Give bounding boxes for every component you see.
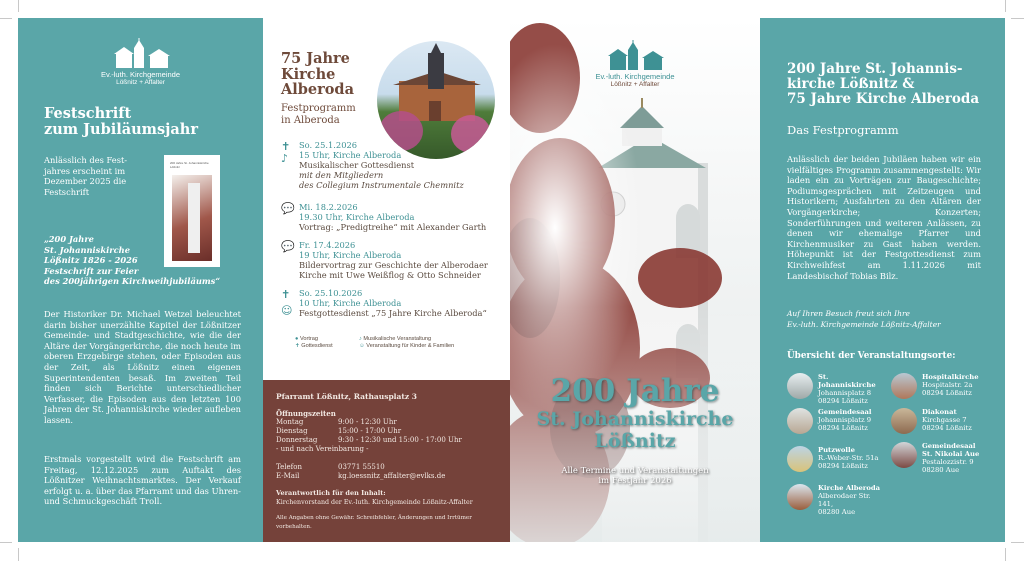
festschrift-heading [44,106,198,138]
music-note-icon: ♪ [281,152,289,165]
venue-photo [787,373,813,399]
phone-number[interactable]: 03771 55510 [338,463,385,471]
churches-logo-icon [110,38,172,70]
parish-office-box [263,380,510,542]
venue-address: Johannisplatz 8 [818,389,872,397]
venue-city: 08294 Lößnitz [818,462,868,470]
hours-time: 15:00 - 17:00 Uhr [338,427,402,435]
event-date: So. 25.10.2026 [299,288,363,298]
venue-name: Kirche Alberoda [818,484,881,492]
venue-name: Gemeindesaal [818,408,872,416]
event-2 [281,202,501,232]
venue-address: Pestalozzistr. 9 [922,458,974,466]
event-4 [281,288,501,318]
phone-label: Telefon [276,463,302,471]
panel-festprogramm [760,18,1005,542]
festschrift-description: Der Historiker Dr. Michael Wetzel beleuchtet darin bisher unerzählte Kapitel der Lößnitzer Gemeinde- und Stadtgeschichte, wie die der Altäre der Vorgängerkirche, die noch heute im oberen Erzgebirge stehen, oder Episoden aus der Zeit, als Lößnitz einen eigenen Superintendenten besaß. Im zweiten Teil finden sich Berichte unterschiedlicher Verfasser, die Episoden aus den letzten 100 Jahren der St. Johanniskirche wieder aufleben lassen. [44,309,241,425]
alberoda-title [281,51,354,98]
heading-line2: zum Jubiläumsjahr [44,121,198,138]
intro-line: Dezember 2025 die [44,176,127,187]
cover-subtitle-line2: im Festjahr 2026 [598,476,672,486]
cover-title-line2: St. Johanniskirche [536,408,734,430]
office-title: Pfarramt Lößnitz, Rathausplatz 3 [276,392,417,401]
venue-photo [891,373,917,399]
cross-icon: ✝ [281,288,291,301]
cover-title [510,374,760,452]
heading-line1: Festschrift [44,105,132,122]
smiley-icon: ☺ [281,304,293,317]
venue-photo [787,446,813,472]
venue-kirche-alberoda [787,484,887,516]
jubilee-title [787,62,979,107]
title-line: Kirche [281,65,336,83]
title-line: Lößnitz 1826 - 2026 [44,255,138,266]
venue-photo [787,408,813,434]
event-date: Mi. 18.2.2026 [299,202,358,212]
venue-city: 08294 Lößnitz [818,424,868,432]
email-label: E-Mail [276,472,300,480]
intro-line: Festschrift [44,186,90,197]
panel-alberoda [263,18,510,542]
logo-line2: Lößnitz + Affalter [610,81,660,88]
venue-photo [787,484,813,510]
festschrift-presentation: Erstmals vorgestellt wird die Festschrift am Freitag, 12.12.2025 zum Auftakt des Lößnitzer Weihnachtsmarktes. Der Verkauf erfolgt u. a. über das Pfarramt und das Uhren- und Schmuckgeschäft Troll. [44,454,241,507]
hours-note: - und nach Vereinbarung - [276,445,369,453]
responsible-title: Verantwortlich für den Inhalt: [276,489,386,497]
subtitle-line: in Alberoda [281,114,340,126]
signoff-line: Ev.-luth. Kirchgemeinde Lößnitz-Affalter [787,320,941,329]
logo-line1: Ev.-luth. Kirchgemeinde [100,70,181,79]
venues-heading: Übersicht der Veranstaltungsorte: [787,351,956,361]
title-line: 75 Jahre [281,50,350,67]
speech-bubble-icon: 💬 [281,202,295,215]
event-time: 10 Uhr, Kirche Alberoda [299,298,402,308]
event-time: 19 Uhr, Kirche Alberoda [299,250,402,260]
speech-bubble-icon: ● [295,336,299,342]
disclaimer: Alle Angaben ohne Gewähr. Schreibfehler, Änderungen und Irrtümer vorbehalten. [276,515,472,530]
speech-bubble-icon: 💬 [281,240,295,253]
church-logo [510,40,760,89]
title-line: Festschrift zur Feier [44,265,139,276]
hours-time: 9:00 - 12:30 Uhr [338,418,397,426]
venue-name: St. Nikolai Aue [922,450,980,458]
event-title: Musikalischer Gottesdienst [299,160,415,170]
venue-gemeindesaal-aue [891,442,991,474]
event-title: Bildervortrag zur Geschichte der Alberodaer [299,260,488,270]
panel-festschrift [18,18,263,542]
cover-subtitle-line1: Alle Termine und Veranstaltungen [561,466,709,476]
hours-row [276,427,497,436]
title-line: St. Johanniskirche [44,244,130,255]
cover-subtitle [510,466,760,486]
hours-day: Dienstag [276,427,308,435]
venue-address: Johannisplatz 9 [818,416,872,424]
title-line: des 200jährigen Kirchweihjubiläums“ [44,276,221,287]
smiley-icon: ☺ [359,343,365,349]
event-detail: mit den Mitgliedern [299,170,384,180]
hours-title: Öffnungszeiten [276,409,336,418]
event-detail: Kirche mit Uwe Weißflog & Otto Schneider [299,270,481,280]
venue-address: Kirchgasse 7 [922,416,967,424]
venue-diakonat [891,408,991,432]
event-title: Festgottesdienst „75 Jahre Kirche Alberoda“ [299,308,487,318]
cover-title-line3: Lößnitz [594,430,676,452]
cross-icon: ✝ [295,343,300,349]
subtitle-line: Festprogramm [281,103,356,114]
title-line: Alberoda [281,81,354,98]
signoff-line: Auf Ihren Besuch freut sich Ihre [787,309,910,318]
email-address[interactable]: kg.loessnitz_affalter@evlks.de [338,472,446,480]
legend-item: Vortrag [299,336,318,342]
legend-item: Gottesdienst [301,343,333,349]
alberoda-subtitle [281,103,356,126]
responsible-text: Kirchenvorstand der Ev.-luth. Kirchgemeinde Lößnitz-Affalter [276,499,473,506]
signoff [787,308,941,330]
venue-name: Gemeindesaal [922,442,976,450]
venue-name: St. Johanniskirche [818,373,876,389]
venue-photo [891,442,917,468]
event-detail: des Collegium Instrumentale Chemnitz [299,180,464,190]
festprogramm-body: Anlässlich der beiden Jubiläen haben wir ein vielfältiges Programm zusammengestellt: Wir laden ein zu Vorträgen zur Baugeschichte; Podiumsgesprächen mit Zeitzeugen und Historikern; Ausfahrten zu den Altären der Vorgängerkirche; Konzerten; Sonderführungen und weiteren Anlässen, zu denen wir ehemalige Pfarrer und Kirchenmusiker zu Gast haben werden. Höhepunkt ist der Festgottesdienst zum Kirchweihfest am 1.11.2026 mit Landesbischof Tobias Bilz. [787,154,981,281]
venue-city: 08280 Aue [922,466,960,474]
event-title: Vortrag: „Predigtreihe“ mit Alexander Garth [299,222,487,232]
event-3 [281,240,501,280]
hours-day: Donnerstag [276,436,318,444]
venue-name: Putzwolle [818,446,855,454]
venue-photo [891,408,917,434]
festschrift-title [44,234,244,287]
hours-row [276,418,497,427]
festschrift-intro [44,155,154,197]
title-line: 200 Jahre St. Johannis- [787,61,963,77]
event-time: 19.30 Uhr, Kirche Alberoda [299,212,415,222]
hours-row [276,436,497,445]
venue-city: 08280 Aue [818,508,856,516]
venue-address: Alberodaer Str. 141, [818,492,871,508]
event-date: Fr. 17.4.2026 [299,240,356,250]
venue-address: R.-Weber-Str. 51a [818,454,879,462]
venue-putzwolle [787,446,887,470]
panel-cover [510,18,760,542]
venue-name: Hospitalkirche [922,373,979,381]
venue-city: 08294 Lößnitz [818,397,868,405]
cross-icon: ✝ [281,140,291,153]
hours-day: Montag [276,418,304,426]
venue-city: 08294 Lößnitz [922,389,972,397]
event-date: So. 25.1.2026 [299,140,358,150]
logo-line2: Lößnitz + Affalter [116,79,165,86]
title-line: „200 Jahre [44,234,94,244]
church-tower-photo [510,18,760,542]
logo-line1: Ev.-luth. Kirchgemeinde [595,72,675,81]
intro-line: jahres erscheint im [44,165,126,176]
intro-line: Anlässlich des Fest- [44,155,128,165]
venue-city: 08294 Lößnitz [922,424,972,432]
venue-address: Hospitalstr. 2a [922,381,973,389]
legend-item: Veranstaltung für Kinder & Familien [366,343,455,349]
festprogramm-heading: Das Festprogramm [787,123,899,137]
venue-gemeindesaal [787,408,887,432]
venue-hospitalkirche [891,373,991,397]
legend-item: Musikalische Veranstaltung [363,336,432,342]
event-time: 15 Uhr, Kirche Alberoda [299,150,402,160]
venue-name: Diakonat [922,408,957,416]
cover-text: 200 Jahre St. Johanniskirche Lößnitz [170,161,209,169]
venue-st-johanniskirche [787,373,887,405]
title-line: 75 Jahre Kirche Alberoda [787,91,980,107]
music-note-icon: ♪ [359,336,362,342]
title-line: kirche Lößnitz & [787,76,915,92]
churches-logo-icon [604,40,666,72]
cover-title-line1: 200 Jahre [550,373,720,409]
hours-time: 9:30 - 12:30 und 15:00 - 17:00 Uhr [338,436,462,444]
event-1 [281,140,501,190]
church-logo [18,38,263,87]
